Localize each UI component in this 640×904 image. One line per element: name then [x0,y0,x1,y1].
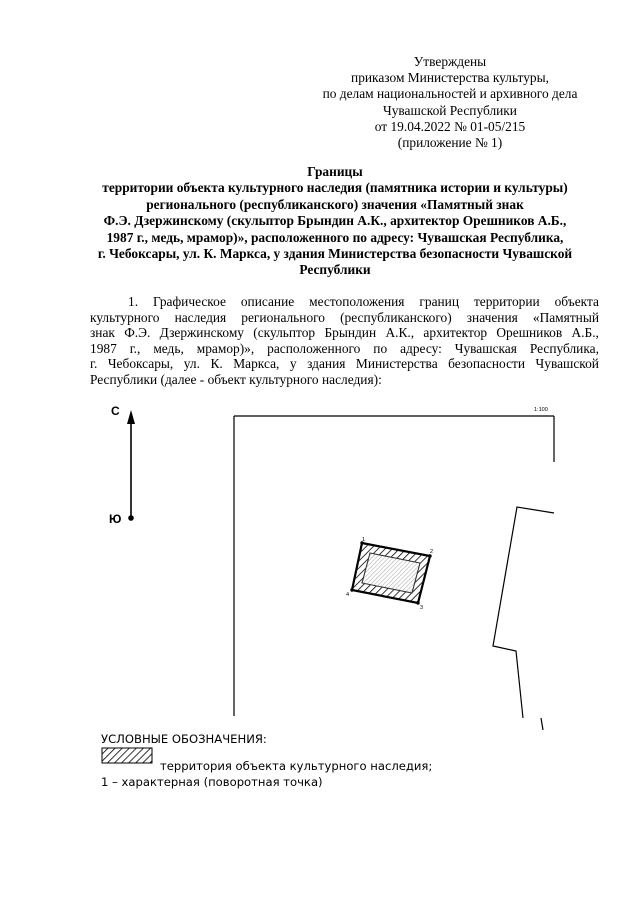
point-label: 4 [346,592,350,598]
paragraph-word: безопасности [448,356,526,372]
paragraph-word: наследия [174,309,227,325]
paragraph-word: Чувашской [535,356,599,372]
heading-line: Республики [299,262,371,278]
scale-label: 1:100 [534,407,548,413]
paragraph-word: значения [466,309,518,325]
adjacent-building-outline [493,507,554,730]
heading-line: Границы [307,164,363,179]
approval-line: (приложение № 1) [397,135,503,151]
approval-line: по делам национальностей и архивного дела [322,86,578,102]
paragraph-word: А.Б., [571,325,599,341]
paragraph-word: медь, [153,340,184,356]
paragraph-word: Графическое [152,294,226,309]
approval-line: от 19.04.2022 № 01-05/215 [374,118,526,134]
paragraph-word: ул. [183,356,200,372]
point-label: 2 [430,549,434,555]
legend-territory-label: территория объекта культурного наследия; [160,759,433,773]
paragraph-word: Маркса, [233,356,280,372]
heading-line: регионального (республиканского) значения «Памятный знак [146,196,524,212]
paragraph-word: 1987 [90,340,117,356]
south-label: Ю [109,512,122,526]
paragraph-word: (республиканского) [340,309,452,325]
paragraph-word: А.К., [385,325,415,341]
paragraph-word: Брындин [324,325,377,341]
paragraph-word: Орешников [496,325,563,341]
paragraph-word: К. [210,356,223,372]
paragraph-word: 1. [128,294,139,309]
paragraph-word: «Памятный [532,309,599,325]
approval-line: приказом Министерства культуры, [351,70,549,86]
legend-point-label: 1 – характерная (поворотная точка) [101,775,323,789]
heritage-territory-polygon [350,541,434,604]
paragraph-word: у [289,356,297,372]
point-label: 3 [420,605,424,611]
paragraph-word: (скульптор [253,325,316,341]
paragraph-word: территории [473,294,540,309]
point-label: 1 [362,537,366,543]
paragraph-word: Республика, [529,340,599,356]
paragraph-word: расположенного [267,340,361,356]
north-label: С [111,404,120,418]
paragraph-word: г., [129,340,141,356]
legend-title: УСЛОВНЫЕ ОБОЗНАЧЕНИЯ: [101,732,267,746]
heading-line: Ф.Э. Дзержинскому (скульптор Брындин А.К., архитектор Орешников А.Б., [103,213,567,229]
north-arrow-icon [127,410,135,521]
paragraph-word: Чувашская [454,340,517,356]
paragraph-word: границ [419,294,460,309]
approval-line: Утверждены [413,54,487,69]
paragraph-word: Дзержинскому [159,325,244,341]
paragraph-word: местоположения [309,294,405,309]
paragraph-word: архитектор [423,325,488,341]
paragraph-word: г. [90,356,98,372]
paragraph-word: мрамор)», [196,340,255,356]
paragraph-line: Республики (далее - объект культурного наследия): [90,371,382,387]
paragraph-word: Ф.Э. [124,325,151,341]
paragraph-word: по [373,340,388,356]
paragraph-word: Министерства [355,356,438,372]
paragraph-word: адресу: [400,340,442,356]
heading-line: г. Чебоксары, ул. К. Маркса, у здания Министерства безопасности Чувашской [97,246,573,262]
legend-hatch-swatch [102,748,152,763]
paragraph-word: культурного [90,309,160,325]
paragraph-word: здания [307,356,346,372]
approval-line: Чувашской Республики [383,102,517,118]
paragraph-word: знак [90,325,115,341]
heading-line: территории объекта культурного наследия (памятника истории и культуры) [102,180,568,196]
paragraph-word: Чебоксары, [107,356,174,372]
paragraph-word: описание [240,294,295,309]
heading-line: 1987 г., медь, мрамор)», расположенного по адресу: Чувашская Республика, [106,229,564,245]
paragraph-word: объекта [554,294,599,309]
paragraph-word: регионального [241,309,326,325]
